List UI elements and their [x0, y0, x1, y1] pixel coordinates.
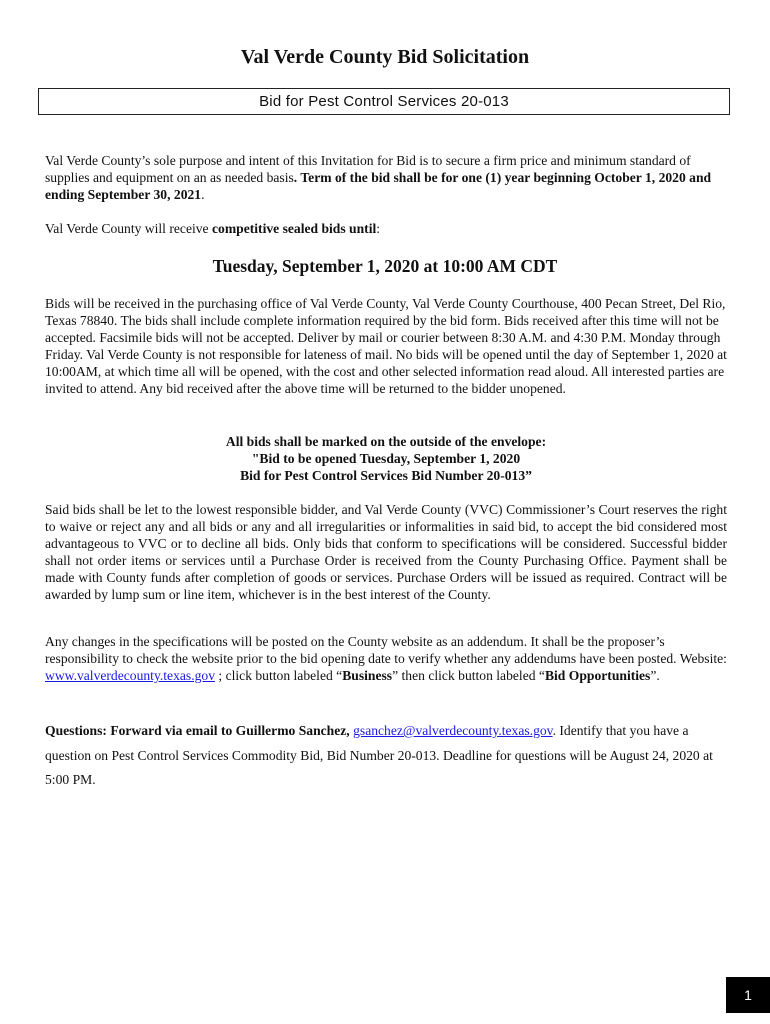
intro-end: .	[201, 187, 205, 202]
award-paragraph: Said bids shall be let to the lowest responsible bidder, and Val Verde County (VVC) Commissioner’s Court reserves the right to waive or reject any and all bids or any and all irregularities or informalities in said bid, to accept the bid considered most advantageous to VVC or to decline all bids. Only bids that conform to specifications will be considered. Successful bidder shall not order items or services until a Purchase Order is received from the County Purchasing Office. Payment shall be made with County funds after completion of goods or services. Purchase Orders will be issued as required. Contract will be awarded by lump sum or line item, whichever is in the best interest of the County.	[45, 502, 727, 602]
bid-opportunities-label: Bid Opportunities	[544, 668, 651, 683]
changes-mid2: ” then click button labeled “	[392, 668, 545, 683]
intro-text: Val Verde County’s sole purpose and intent of this Invitation for Bid is to secure a firm price and minimum standard of supplies and equipment on an as needed basis	[45, 153, 691, 185]
bid-subtitle-box: Bid for Pest Control Services 20-013	[38, 88, 730, 115]
envelope-line-2: "Bid to be opened Tuesday, September 1, 2020	[251, 451, 521, 466]
receive-paragraph	[45, 220, 727, 237]
receive-bold: competitive sealed bids until	[211, 221, 377, 236]
business-label: Business	[342, 668, 393, 683]
questions-bold: Questions: Forward via email to Guillermo Sanchez,	[45, 723, 354, 738]
contact-email-link[interactable]: gsanchez@valverdecounty.texas.gov	[353, 723, 553, 738]
envelope-line-3: Bid for Pest Control Services Bid Number 20-013”	[240, 468, 532, 483]
intro-paragraph	[45, 152, 727, 203]
receive-end: :	[376, 221, 381, 236]
bid-deadline-heading: Tuesday, September 1, 2020 at 10:00 AM CDT	[212, 256, 558, 276]
changes-text: Any changes in the specifications will be posted on the County website as an addendum. It shall be the proposer’s responsibility to check the website prior to the bid opening date to verify whether any addendums have been posted. Website:	[45, 634, 727, 666]
changes-mid: ; click button labeled “	[215, 668, 343, 683]
questions-text: . Identify that you have a question on Pest Control Services Commodity Bid, Bid Number 20-013. Deadline for questions will be August 24, 2020 at 5:00 PM.	[45, 723, 713, 787]
changes-paragraph	[45, 633, 727, 684]
envelope-instructions	[45, 433, 727, 484]
envelope-line-1: All bids shall be marked on the outside of the envelope:	[225, 434, 547, 449]
questions-paragraph	[45, 719, 727, 793]
receive-text: Val Verde County will receive	[45, 221, 212, 236]
county-website-link[interactable]: www.valverdecounty.texas.gov	[45, 668, 215, 683]
intro-term-bold: . Term of the bid shall be for one (1) year beginning October 1, 2020 and ending September 30, 2021	[45, 170, 712, 202]
bids-received-paragraph: Bids will be received in the purchasing office of Val Verde County, Val Verde County Courthouse, 400 Pecan Street, Del Rio, Texas 78840. The bids shall include complete information required by the bid form. Bids received after this time will not be accepted. Facsimile bids will not be accepted. Deliver by mail or courier between 8:30 A.M. and 4:30 P.M. Monday through Friday. Val Verde County is not responsible for lateness of mail. No bids will be opened until the day of September 1, 2020 at 10:00AM, at which time all will be opened, with the cost and other selected information read aloud. All interested parties are invited to attend. Any bid received after the above time will be returned to the bidder unopened.	[45, 296, 727, 396]
changes-end: ”.	[650, 668, 660, 683]
page-title: Val Verde County Bid Solicitation	[240, 46, 530, 68]
page-number-badge: 1	[726, 977, 770, 1013]
